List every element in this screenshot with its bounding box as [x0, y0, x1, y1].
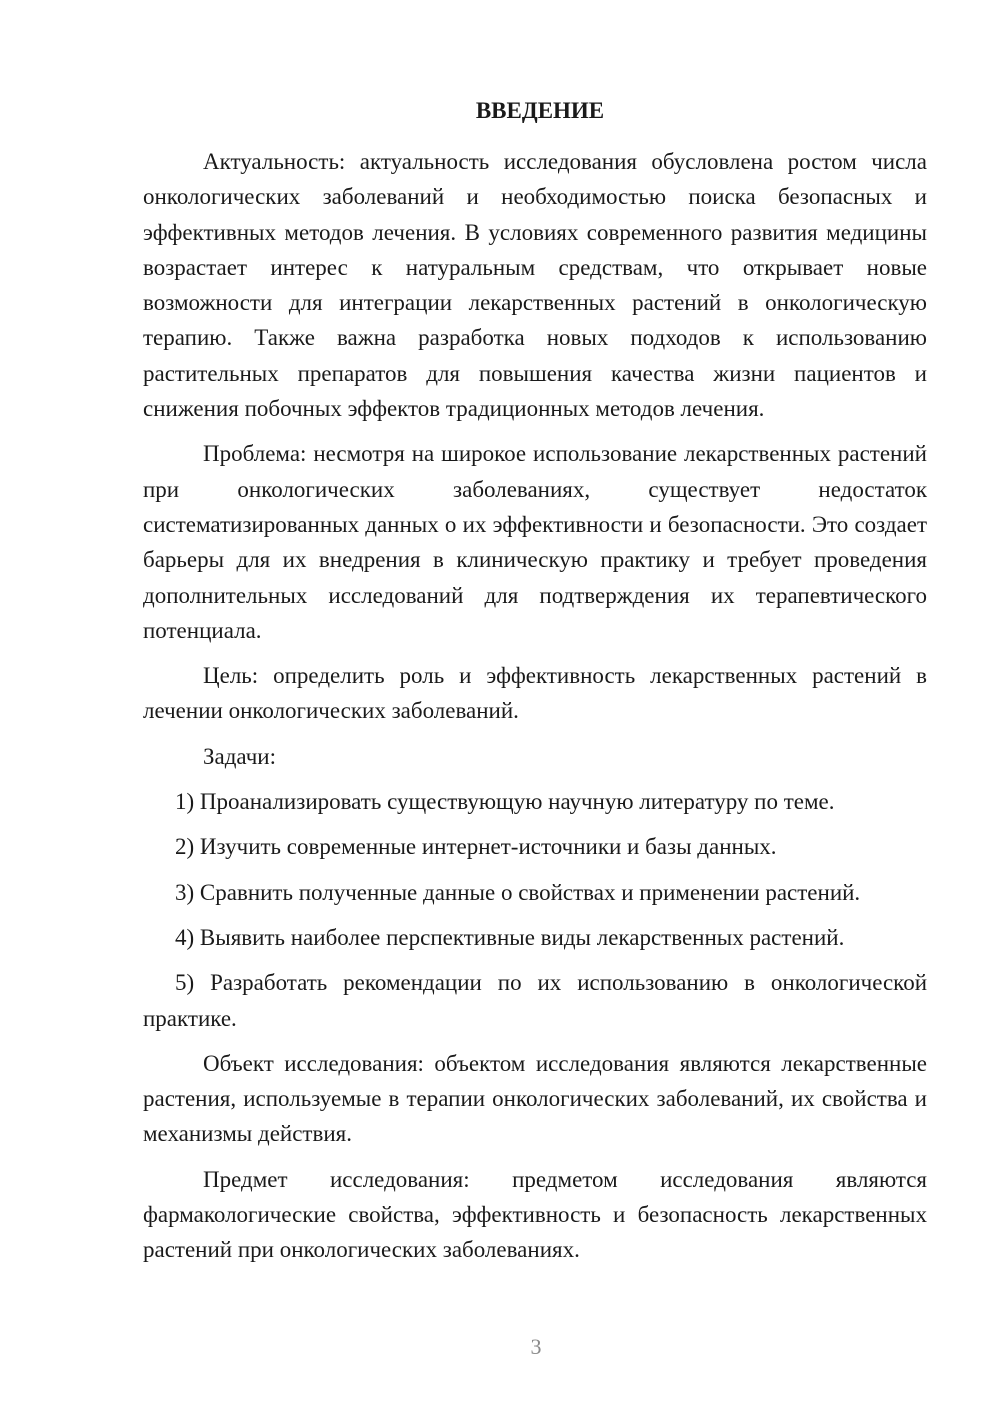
goal-paragraph: Цель: определить роль и эффективность лекарственных растений в лечении онкологических заболеваний. — [143, 663, 927, 724]
task-item: 5) Разработать рекомендации по их использованию в онкологической практике. — [143, 970, 927, 1031]
object-paragraph: Объект исследования: объектом исследования являются лекарственные растения, используемые в терапии онкологических заболеваний, их свойства и механизмы действия. — [143, 1050, 927, 1147]
relevance-paragraph: Актуальность: актуальность исследования обусловлена ростом числа онкологических заболеваний и необходимостью поиска безопасных и эффективных методов лечения. В условиях современного развития медицины возрастает интерес к натуральным средствам, что открывает новые возможности для интеграции лекарственных растений в онкологическую терапию. Также важна разработка новых подходов к использованию растительных препаратов для повышения качества жизни пациентов и снижения побочных эффектов традиционных методов лечения. — [143, 149, 927, 422]
tasks-title: Задачи: — [203, 743, 276, 769]
section-heading: ВВЕДЕНИЕ — [475, 98, 605, 123]
task-item: 1) Проанализировать существующую научную литературу по теме. — [175, 789, 835, 815]
task-item: 4) Выявить наиболее перспективные виды лекарственных растений. — [175, 924, 845, 950]
tasks-list — [143, 784, 927, 1036]
subject-paragraph: Предмет исследования: предметом исследования являются фармакологические свойства, эффективность и безопасность лекарственных растений при онкологических заболеваниях. — [143, 1166, 927, 1263]
problem-paragraph: Проблема: несмотря на широкое использование лекарственных растений при онкологических заболеваниях, существует недостаток систематизированных данных о их эффективности и безопасности. Это создает барьеры для их внедрения в клиническую практику и требует проведения дополнительных исследований для подтверждения их терапевтического потенциала. — [143, 441, 927, 643]
page-content — [143, 96, 927, 1278]
page-number: 3 — [530, 1334, 542, 1359]
task-item: 3) Сравнить полученные данные о свойствах и применении растений. — [175, 879, 861, 905]
task-item: 2) Изучить современные интернет-источники и базы данных. — [175, 834, 777, 860]
